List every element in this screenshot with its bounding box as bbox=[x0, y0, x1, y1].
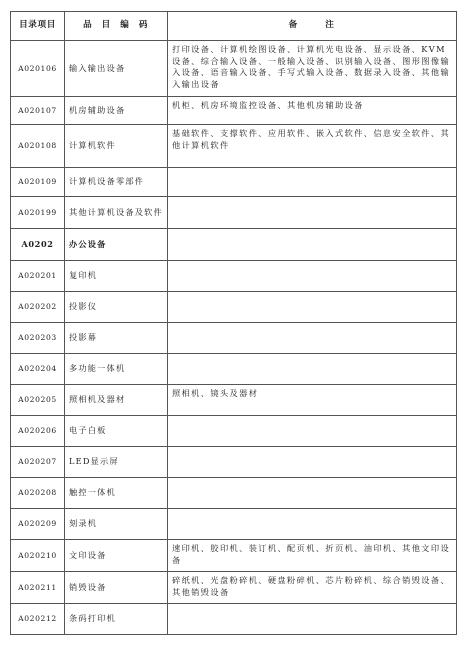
row-name: 触控一体机 bbox=[65, 478, 168, 509]
row-name: 电子白板 bbox=[65, 416, 168, 447]
row-name: 机房辅助设备 bbox=[65, 97, 168, 125]
row-code: A020212 bbox=[11, 604, 65, 635]
table-row bbox=[11, 168, 457, 197]
table-row bbox=[11, 41, 457, 97]
row-name: 其他计算机设备及软件 bbox=[65, 197, 168, 229]
header-catalog-item: 目录项目 bbox=[11, 12, 65, 41]
row-name: 办公设备 bbox=[65, 229, 168, 261]
row-note: 碎纸机、光盘粉碎机、硬盘粉碎机、芯片粉碎机、综合销毁设备、其他销毁设备 bbox=[168, 572, 457, 604]
row-code: A020203 bbox=[11, 323, 65, 354]
table-row bbox=[11, 540, 457, 572]
catalog-table bbox=[10, 11, 457, 635]
table-row bbox=[11, 354, 457, 385]
row-name: 投影仪 bbox=[65, 292, 168, 323]
row-note bbox=[168, 292, 457, 323]
row-note: 照相机、镜头及器材 bbox=[168, 385, 457, 416]
row-name: 计算机设备零部件 bbox=[65, 168, 168, 197]
table-row bbox=[11, 125, 457, 168]
category-row bbox=[11, 229, 457, 261]
header-row bbox=[11, 12, 457, 41]
row-name: 条码打印机 bbox=[65, 604, 168, 635]
table-row bbox=[11, 509, 457, 540]
row-note bbox=[168, 447, 457, 478]
table-row bbox=[11, 323, 457, 354]
row-note bbox=[168, 323, 457, 354]
table-row bbox=[11, 478, 457, 509]
header-remarks: 备 注 bbox=[168, 12, 457, 41]
row-note: 机柜、机房环境监控设备、其他机房辅助设备 bbox=[168, 97, 457, 125]
row-note bbox=[168, 168, 457, 197]
row-name: 多功能一体机 bbox=[65, 354, 168, 385]
header-item-code: 品 目 编 码 bbox=[65, 12, 168, 41]
row-code: A020211 bbox=[11, 572, 65, 604]
row-name: 输入输出设备 bbox=[65, 41, 168, 97]
row-note bbox=[168, 197, 457, 229]
row-code: A020209 bbox=[11, 509, 65, 540]
row-code: A020106 bbox=[11, 41, 65, 97]
row-code: A020210 bbox=[11, 540, 65, 572]
row-code: A020206 bbox=[11, 416, 65, 447]
row-name: LED显示屏 bbox=[65, 447, 168, 478]
row-note bbox=[168, 509, 457, 540]
row-note bbox=[168, 416, 457, 447]
row-code: A020199 bbox=[11, 197, 65, 229]
row-note: 速印机、胶印机、装订机、配页机、折页机、油印机、其他文印设备 bbox=[168, 540, 457, 572]
row-code: A020202 bbox=[11, 292, 65, 323]
row-note bbox=[168, 478, 457, 509]
row-note: 打印设备、计算机绘图设备、计算机光电设备、显示设备、KVM设备、综合输入设备、一般输入设备、识别输入设备、图形图像输入设备、语音输入设备、手写式输入设备、数据录入设备、其他输入输出设备 bbox=[168, 41, 457, 97]
table-row bbox=[11, 447, 457, 478]
row-name: 文印设备 bbox=[65, 540, 168, 572]
row-name: 销毁设备 bbox=[65, 572, 168, 604]
row-code: A0202 bbox=[11, 229, 65, 261]
row-code: A020108 bbox=[11, 125, 65, 168]
table-row bbox=[11, 97, 457, 125]
row-note bbox=[168, 604, 457, 635]
row-name: 照相机及器材 bbox=[65, 385, 168, 416]
row-code: A020107 bbox=[11, 97, 65, 125]
row-code: A020205 bbox=[11, 385, 65, 416]
table-row bbox=[11, 261, 457, 292]
row-name: 投影幕 bbox=[65, 323, 168, 354]
table-row bbox=[11, 292, 457, 323]
table-row bbox=[11, 416, 457, 447]
row-name: 复印机 bbox=[65, 261, 168, 292]
row-name: 刻录机 bbox=[65, 509, 168, 540]
row-code: A020201 bbox=[11, 261, 65, 292]
row-code: A020204 bbox=[11, 354, 65, 385]
row-code: A020207 bbox=[11, 447, 65, 478]
table-row bbox=[11, 197, 457, 229]
row-note bbox=[168, 261, 457, 292]
table-row bbox=[11, 604, 457, 635]
row-name: 计算机软件 bbox=[65, 125, 168, 168]
row-note bbox=[168, 229, 457, 261]
row-note: 基础软件、支撑软件、应用软件、嵌入式软件、信息安全软件、其他计算机软件 bbox=[168, 125, 457, 168]
row-note bbox=[168, 354, 457, 385]
table-row bbox=[11, 572, 457, 604]
row-code: A020208 bbox=[11, 478, 65, 509]
row-code: A020109 bbox=[11, 168, 65, 197]
table-row bbox=[11, 385, 457, 416]
